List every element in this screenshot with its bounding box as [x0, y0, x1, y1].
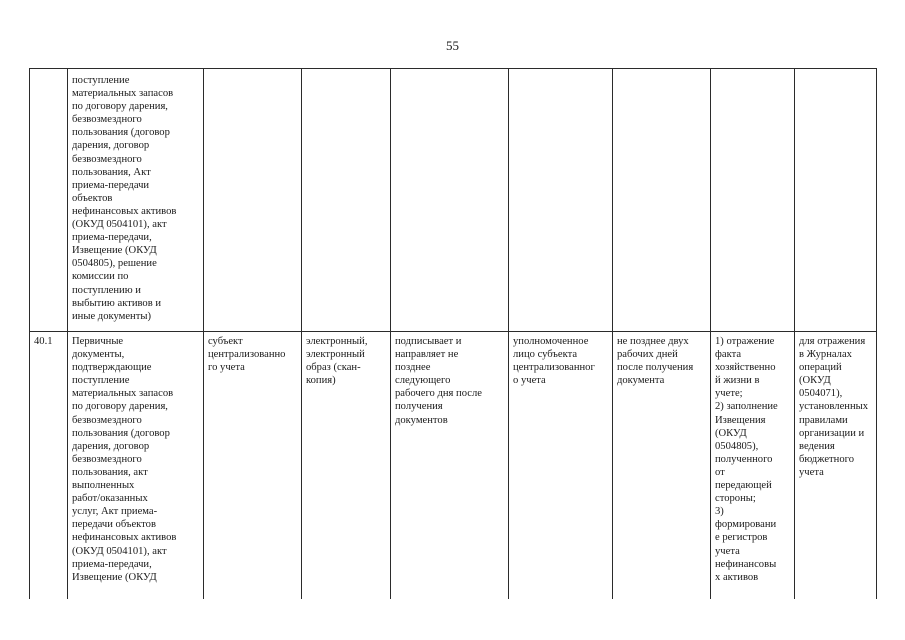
- table-row: [30, 69, 877, 332]
- document-format-cell: электронный, электронный образ (скан- копия): [302, 332, 391, 600]
- action-deadline-cell: подписывает и направляет не позднее следующего рабочего дня после получения документов: [391, 332, 509, 600]
- table-cell: [613, 69, 711, 332]
- document-name-cell: Первичные документы, подтверждающие поступление материальных запасов по договору дарения, безвозмездного пользования (договор дарения, договор безвозмездного пользования, акт выполненных работ/оказанных услуг, Акт приема- передачи объектов нефинансовых активов (ОКУД 0504101), акт приема-передачи, Извещение (ОКУД: [68, 332, 204, 600]
- page-number: 55: [446, 38, 459, 53]
- responsible-subject-cell: субъект централизованно го учета: [204, 332, 302, 600]
- processing-deadline-cell: не позднее двух рабочих дней после получения документа: [613, 332, 711, 600]
- document-table: [29, 68, 877, 599]
- table-cell: [509, 69, 613, 332]
- recipient-cell: уполномоченное лицо субъекта централизованног о учета: [509, 332, 613, 600]
- row-number-cell: 40.1: [30, 332, 68, 600]
- table-cell: [391, 69, 509, 332]
- purpose-cell: для отражения в Журналах операций (ОКУД 0504071), установленных правилами организации и ведения бюджетного учета: [795, 332, 877, 600]
- document-name-cell: поступление материальных запасов по договору дарения, безвозмездного пользования (договор дарения, договор безвозмездного пользования, Акт приема-передачи объектов нефинансовых активов (ОКУД 0504101), акт приема-передачи, Извещение (ОКУД 0504805), решение комиссии по поступлению и выбытию активов и иные документы): [68, 69, 204, 332]
- table-cell: [711, 69, 795, 332]
- table-cell: [302, 69, 391, 332]
- accounting-actions-cell: 1) отражение факта хозяйственно й жизни в учете; 2) заполнение Извещения (ОКУД 0504805), полученного от передающей стороны; 3) формировани е регистров учета нефинансовы х активов: [711, 332, 795, 600]
- table-cell: [204, 69, 302, 332]
- table-cell: [795, 69, 877, 332]
- row-number-cell: [30, 69, 68, 332]
- table-row: [30, 332, 877, 600]
